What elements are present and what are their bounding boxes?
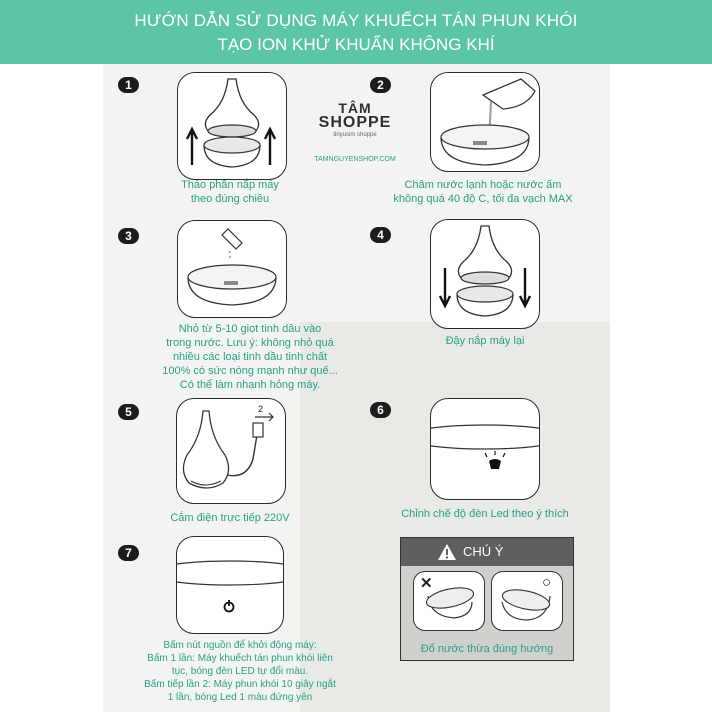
right-mark-icon: ○ — [542, 574, 552, 591]
step-1-illustration — [177, 72, 287, 180]
step-4-caption-line: Đậy nắp máy lại — [445, 335, 525, 347]
warning-right-example — [491, 571, 563, 631]
step-3-caption-line: nhiều các loại tinh dầu tinh chất — [172, 351, 328, 363]
step-1-caption-line: Tháo phần nắp máy — [181, 179, 279, 191]
step-5-number: 5 — [118, 404, 139, 420]
step-7-number: 7 — [118, 545, 139, 561]
step-6-illustration — [430, 398, 540, 500]
step-3-caption-line: 100% có sức nóng mạnh như quế... — [162, 365, 338, 377]
warning-wrong-example — [413, 571, 485, 631]
step-7-caption-line: Bấm 1 lần: Máy khuếch tán phun khói liên — [147, 653, 333, 664]
step-3-illustration — [177, 220, 287, 318]
wrong-mark-icon: ✕ — [420, 575, 433, 592]
step-3-caption-line: Nhỏ từ 5-10 giọt tinh dầu vào — [178, 323, 322, 335]
warning-title: CHÚ Ý — [463, 544, 504, 559]
warning-icon — [437, 543, 457, 561]
step-5-caption — [150, 511, 310, 525]
step-7-caption-line: 1 lần, bóng Led 1 màu đứng yên — [167, 692, 313, 703]
step-6-caption-line: Chỉnh chế độ đèn Led theo ý thích — [401, 508, 569, 520]
step-2-caption-line: không quá 40 độ C, tối đa vạch MAX — [393, 193, 573, 205]
step-1-caption — [150, 178, 310, 206]
logo-text-main: SHOPPE — [318, 114, 392, 131]
warning-caption: Đổ nước thừa đúng hướng — [420, 643, 554, 655]
step-2-number: 2 — [370, 77, 391, 93]
warning-header — [401, 538, 573, 566]
step-2-illustration — [430, 72, 540, 172]
logo-url: TAMNGUYENSHOP.COM — [314, 156, 396, 163]
step-5-illustration — [176, 398, 286, 504]
header-banner — [0, 0, 712, 64]
brand-logo — [300, 100, 410, 180]
step-6-caption — [390, 507, 580, 521]
logo-text-top: TÂM — [338, 100, 372, 116]
step-1-caption-line: theo đúng chiều — [190, 193, 270, 205]
step-4-illustration — [430, 219, 540, 329]
step-4-caption — [420, 334, 550, 348]
step-7-illustration — [176, 536, 284, 634]
logo-tagline: tinyusim shoppe — [333, 132, 377, 138]
step-7-caption — [120, 639, 360, 704]
step-4-number: 4 — [370, 227, 391, 243]
step-7-caption-line: Bấm tiếp lần 2: Máy phun khói 10 giây ngắt — [144, 679, 336, 690]
step-5-caption-line: Cắm điện trực tiếp 220V — [170, 512, 290, 524]
step-2-caption — [378, 178, 588, 206]
step-3-number: 3 — [118, 228, 139, 244]
step-1-number: 1 — [118, 77, 139, 93]
warning-box — [400, 537, 574, 661]
step-7-caption-line: tục, bóng đèn LED tự đổi màu. — [171, 666, 309, 677]
step-3-caption — [150, 322, 350, 392]
step-3-caption-line: Có thể làm nhanh hỏng máy. — [179, 379, 321, 391]
step-6-number: 6 — [370, 402, 391, 418]
step-5-plug-label: 2 — [258, 404, 264, 414]
step-3-caption-line: trong nước. Lưu ý: không nhỏ quá — [166, 337, 334, 349]
step-2-caption-line: Châm nước lạnh hoặc nước ấm — [404, 179, 562, 191]
step-7-caption-line: Bấm nút nguồn để khởi động máy: — [163, 640, 317, 651]
title-line-2: TẠO ION KHỬ KHUẨN KHÔNG KHÍ — [217, 35, 495, 54]
title-line-1: HƯỚN DẪN SỬ DỤNG MÁY KHUẾCH TÁN PHUN KHÓI — [134, 11, 578, 30]
